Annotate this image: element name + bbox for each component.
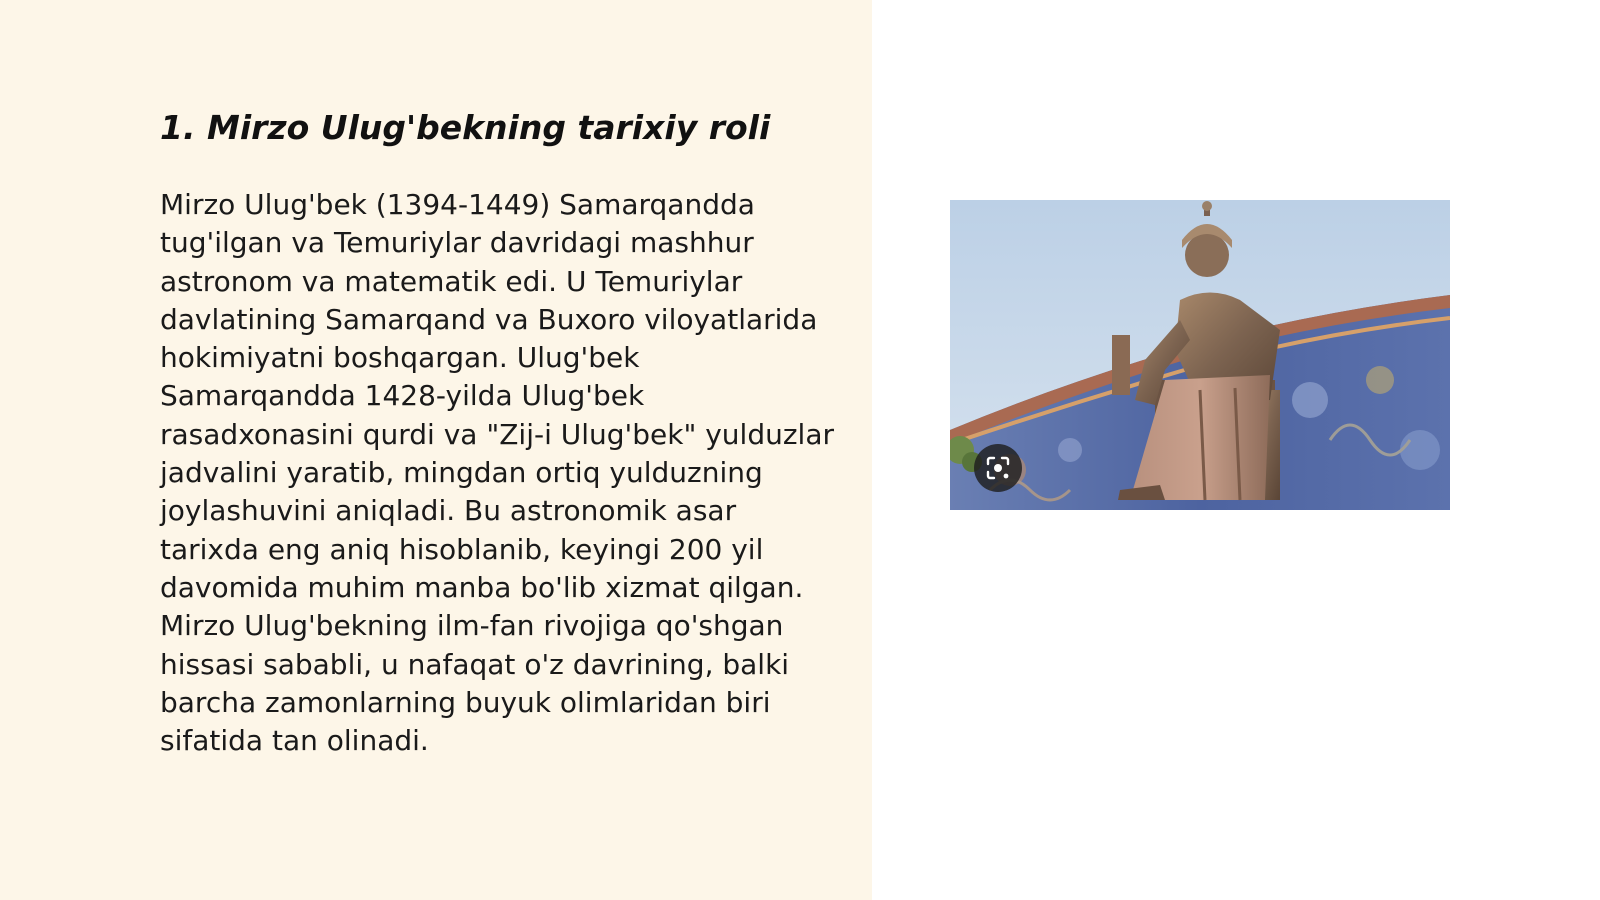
slide-heading: 1. Mirzo Ulug'bekning tarixiy roli <box>160 108 771 147</box>
visual-search-button[interactable] <box>974 444 1022 492</box>
visual-search-icon <box>985 455 1011 481</box>
slide-body-text: Mirzo Ulug'bek (1394-1449) Samarqandda tug'ilgan va Temuriylar davridagi mashhur astronom va matematik edi. U Temuriylar davlatining Samarqand va Buxoro viloyatlarida hokimiyatni boshqargan. Ulug'bek Samarqandda 1428-yilda Ulug'bek rasadxonasini qurdi va "Zij-i Ulug'bek" yulduzlar jadvalini yaratib, mingdan ortiq yulduzning joylashuvini aniqladi. Bu astronomik asar tarixda eng aniq hisoblanib, keyingi 200 yil davomida muhim manba bo'lib xizmat qilgan. Mirzo Ulug'bekning ilm-fan rivojiga qo'shgan hissasi sababli, u nafaqat o'z davrining, balki barcha zamonlarning buyuk olimlaridan biri sifatida tan olinadi. <box>160 188 834 758</box>
statue-photo[interactable] <box>950 200 1450 510</box>
statue-illustration <box>950 200 1450 510</box>
